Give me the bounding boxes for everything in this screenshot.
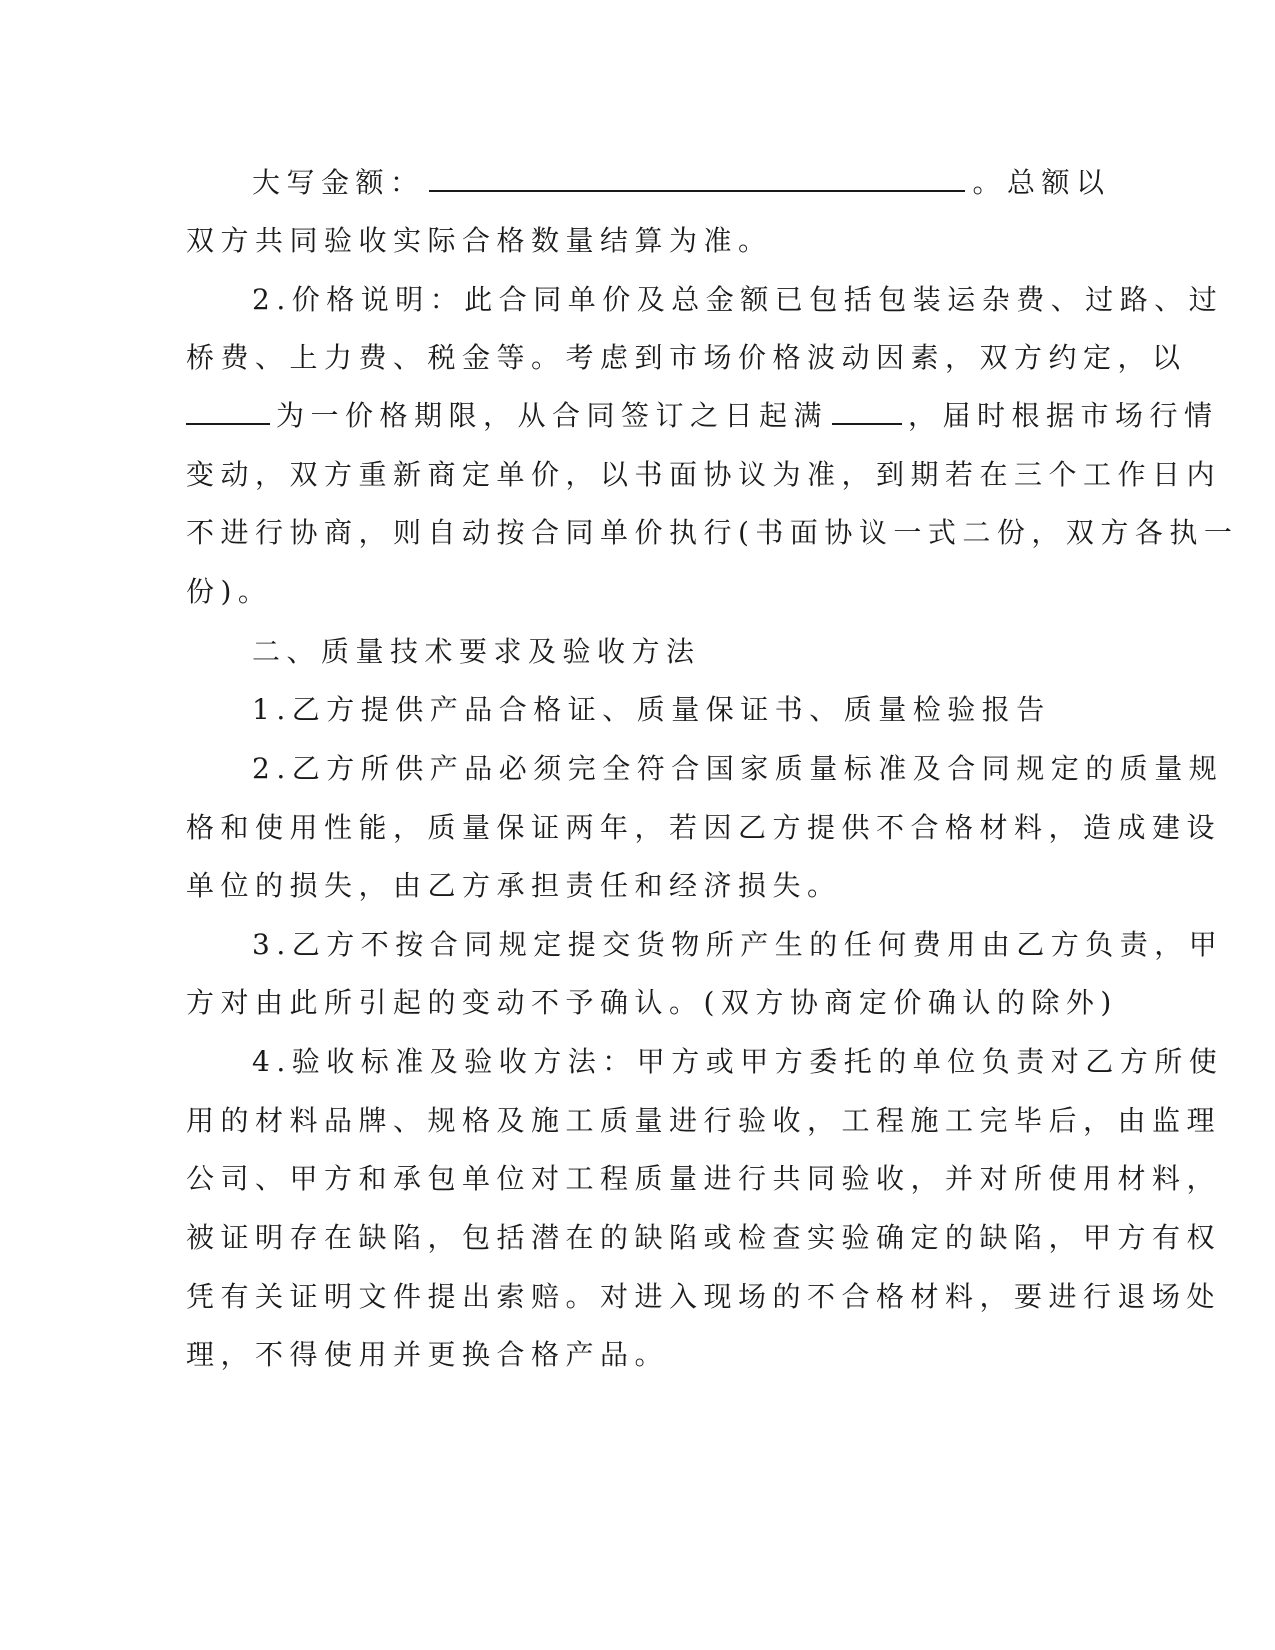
text-line: 份)。 [186, 575, 273, 608]
text-line: 格和使用性能，质量保证两年，若因乙方提供不合格材料，造成建设 [186, 811, 1222, 844]
text-span: 。总额以 [972, 166, 1111, 199]
text-line: 2.乙方所供产品必须完全符合国家质量标准及合同规定的质量规 [252, 752, 1224, 785]
text-line: 变动，双方重新商定单价，以书面协议为准，到期若在三个工作日内 [186, 458, 1222, 491]
text-line: 方对由此所引起的变动不予确认。(双方协商定价确认的除外) [186, 986, 1118, 1019]
amount-blank-underline [429, 166, 965, 192]
period-blank-underline [186, 399, 270, 425]
text-line: 1.乙方提供产品合格证、质量保证书、质量检验报告 [252, 693, 1051, 726]
text-line: 单位的损失，由乙方承担责任和经济损失。 [186, 869, 842, 902]
text-line: 被证明存在缺陷，包括潜在的缺陷或检查实验确定的缺陷，甲方有权 [186, 1221, 1222, 1254]
section-heading: 二、质量技术要求及验收方法 [252, 635, 701, 668]
text-span: 大写金额： [252, 166, 425, 199]
text-line [186, 398, 1219, 434]
text-line: 公司、甲方和承包单位对工程质量进行共同验收，并对所使用材料， [186, 1162, 1222, 1195]
text-span: ，届时根据市场行情 [908, 399, 1219, 432]
text-line: 桥费、上力费、税金等。考虑到市场价格波动因素，双方约定，以 [186, 341, 1187, 374]
text-line: 2.价格说明：此合同单价及总金额已包括包装运杂费、过路、过 [252, 283, 1224, 316]
text-line: 凭有关证明文件提出索赔。对进入现场的不合格材料，要进行退场处 [186, 1280, 1222, 1313]
text-span: 为一价格期限，从合同签订之日起满 [276, 399, 829, 432]
text-line: 用的材料品牌、规格及施工质量进行验收，工程施工完毕后，由监理 [186, 1104, 1222, 1137]
text-line [252, 165, 1111, 201]
term-blank-underline [832, 399, 902, 425]
text-line: 不进行协商，则自动按合同单价执行(书面协议一式二份，双方各执一 [186, 516, 1239, 549]
text-line: 4.验收标准及验收方法：甲方或甲方委托的单位负责对乙方所使 [252, 1045, 1224, 1078]
text-line: 理，不得使用并更换合格产品。 [186, 1338, 670, 1371]
text-line: 3.乙方不按合同规定提交货物所产生的任何费用由乙方负责，甲 [252, 928, 1224, 961]
text-line: 双方共同验收实际合格数量结算为准。 [186, 224, 773, 257]
